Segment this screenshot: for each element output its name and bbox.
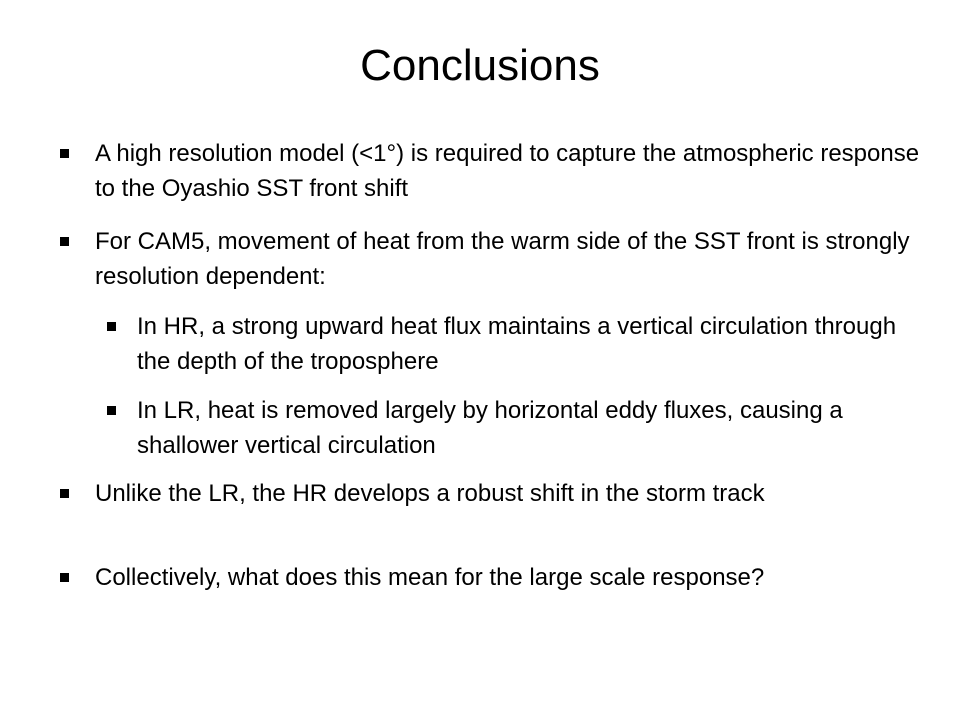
bullet-text: A high resolution model (<1°) is required to capture the atmospheric response to the Oyashio SST front shift <box>95 140 920 202</box>
bullet-item <box>95 476 925 511</box>
square-bullet-icon <box>60 573 69 582</box>
sub-bullet-item <box>137 309 927 379</box>
bullet-text: For CAM5, movement of heat from the warm side of the SST front is strongly resolution dependent: <box>95 228 910 290</box>
bullet-text: Unlike the LR, the HR develops a robust shift in the storm track <box>95 480 765 507</box>
sub-bullet-item <box>137 393 927 463</box>
slide-title: Conclusions <box>360 41 600 90</box>
bullet-item <box>95 136 925 206</box>
square-bullet-icon <box>107 406 116 415</box>
square-bullet-icon <box>60 237 69 246</box>
square-bullet-icon <box>60 149 69 158</box>
bullet-text: Collectively, what does this mean for the large scale response? <box>95 564 765 591</box>
bullet-text: In HR, a strong upward heat flux maintains a vertical circulation through the depth of the troposphere <box>137 313 897 375</box>
square-bullet-icon <box>60 489 69 498</box>
square-bullet-icon <box>107 322 116 331</box>
bullet-item <box>95 560 925 595</box>
bullet-text: In LR, heat is removed largely by horizontal eddy fluxes, causing a shallower vertical circulation <box>137 397 843 459</box>
bullet-item <box>95 224 925 294</box>
